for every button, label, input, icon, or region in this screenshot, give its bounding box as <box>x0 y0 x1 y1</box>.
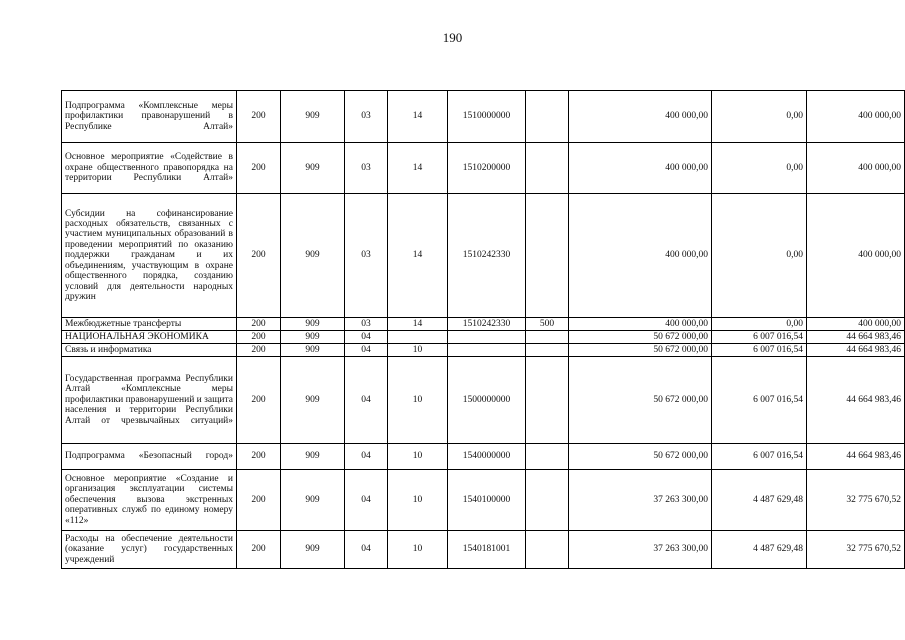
row-name: Субсидии на софинансирование расходных обязательств, связанных с участием муниципальных образований в проведении мероприятий по оказанию поддержки гражданам и их объединениям, участвующим в охране общественного порядка, созданию условий для деятельности народных дружин <box>62 194 237 318</box>
cell-code-2: 909 <box>281 470 345 531</box>
cell-code-2: 909 <box>281 344 345 357</box>
cell-code-1: 200 <box>237 531 281 569</box>
table-row <box>62 344 905 357</box>
cell-code-2: 909 <box>281 357 345 444</box>
cell-code-1: 200 <box>237 470 281 531</box>
cell-expense-type <box>526 331 569 344</box>
cell-amount-3: 44 664 983,46 <box>807 357 905 444</box>
cell-amount-1: 400 000,00 <box>569 143 712 194</box>
cell-amount-2: 6 007 016,54 <box>712 331 807 344</box>
cell-expense-type <box>526 91 569 143</box>
cell-section: 04 <box>345 531 388 569</box>
cell-target-article: 1510000000 <box>448 91 526 143</box>
cell-amount-2: 4 487 629,48 <box>712 470 807 531</box>
cell-code-2: 909 <box>281 143 345 194</box>
cell-amount-1: 400 000,00 <box>569 318 712 331</box>
row-name: Межбюджетные трансферты <box>62 318 237 331</box>
cell-amount-1: 50 672 000,00 <box>569 344 712 357</box>
cell-section: 04 <box>345 470 388 531</box>
cell-code-1: 200 <box>237 91 281 143</box>
cell-amount-1: 50 672 000,00 <box>569 444 712 470</box>
table-row <box>62 357 905 444</box>
cell-amount-3: 32 775 670,52 <box>807 470 905 531</box>
cell-amount-3: 44 664 983,46 <box>807 344 905 357</box>
cell-target-article: 1510242330 <box>448 194 526 318</box>
cell-amount-1: 400 000,00 <box>569 194 712 318</box>
row-name: НАЦИОНАЛЬНАЯ ЭКОНОМИКА <box>62 331 237 344</box>
cell-section: 04 <box>345 444 388 470</box>
table-row <box>62 331 905 344</box>
cell-target-article: 1510200000 <box>448 143 526 194</box>
cell-section: 03 <box>345 91 388 143</box>
cell-code-2: 909 <box>281 318 345 331</box>
cell-expense-type <box>526 357 569 444</box>
cell-amount-3: 44 664 983,46 <box>807 331 905 344</box>
cell-expense-type <box>526 194 569 318</box>
cell-expense-type <box>526 470 569 531</box>
cell-expense-type <box>526 444 569 470</box>
cell-section: 03 <box>345 318 388 331</box>
cell-section: 03 <box>345 143 388 194</box>
table-row <box>62 143 905 194</box>
row-name: Основное мероприятие «Создание и организация эксплуатации системы обеспечения вызова экстренных оперативных служб по единому номеру «112» <box>62 470 237 531</box>
cell-expense-type <box>526 143 569 194</box>
cell-code-2: 909 <box>281 444 345 470</box>
cell-target-article: 1540100000 <box>448 470 526 531</box>
table-row <box>62 91 905 143</box>
cell-section: 04 <box>345 357 388 444</box>
cell-code-2: 909 <box>281 531 345 569</box>
cell-subsection: 10 <box>388 470 448 531</box>
page-number: 190 <box>442 30 463 45</box>
cell-code-2: 909 <box>281 331 345 344</box>
row-name: Основное мероприятие «Содействие в охране общественного правопорядка на территории Республики Алтай» <box>62 143 237 194</box>
cell-amount-3: 44 664 983,46 <box>807 444 905 470</box>
cell-amount-2: 0,00 <box>712 91 807 143</box>
row-name: Связь и информатика <box>62 344 237 357</box>
cell-amount-3: 32 775 670,52 <box>807 531 905 569</box>
cell-amount-2: 4 487 629,48 <box>712 531 807 569</box>
cell-amount-3: 400 000,00 <box>807 143 905 194</box>
cell-amount-2: 0,00 <box>712 143 807 194</box>
budget-table <box>61 90 905 569</box>
cell-section: 04 <box>345 344 388 357</box>
cell-amount-2: 6 007 016,54 <box>712 357 807 444</box>
cell-expense-type: 500 <box>526 318 569 331</box>
cell-expense-type <box>526 531 569 569</box>
cell-target-article: 1500000000 <box>448 357 526 444</box>
cell-amount-2: 0,00 <box>712 318 807 331</box>
cell-amount-1: 50 672 000,00 <box>569 331 712 344</box>
cell-subsection: 14 <box>388 143 448 194</box>
cell-amount-1: 50 672 000,00 <box>569 357 712 444</box>
cell-subsection: 10 <box>388 444 448 470</box>
cell-amount-3: 400 000,00 <box>807 194 905 318</box>
cell-section: 03 <box>345 194 388 318</box>
table-row <box>62 444 905 470</box>
cell-subsection: 14 <box>388 91 448 143</box>
cell-target-article <box>448 331 526 344</box>
cell-subsection: 14 <box>388 318 448 331</box>
table-row <box>62 318 905 331</box>
table-row <box>62 470 905 531</box>
cell-code-1: 200 <box>237 344 281 357</box>
cell-code-1: 200 <box>237 143 281 194</box>
cell-expense-type <box>526 344 569 357</box>
cell-code-2: 909 <box>281 91 345 143</box>
table-row <box>62 531 905 569</box>
cell-code-1: 200 <box>237 357 281 444</box>
cell-subsection <box>388 331 448 344</box>
cell-code-2: 909 <box>281 194 345 318</box>
cell-amount-1: 37 263 300,00 <box>569 531 712 569</box>
cell-amount-1: 400 000,00 <box>569 91 712 143</box>
cell-subsection: 14 <box>388 194 448 318</box>
cell-subsection: 10 <box>388 531 448 569</box>
cell-subsection: 10 <box>388 344 448 357</box>
cell-amount-3: 400 000,00 <box>807 318 905 331</box>
cell-code-1: 200 <box>237 444 281 470</box>
cell-target-article: 1540000000 <box>448 444 526 470</box>
cell-code-1: 200 <box>237 194 281 318</box>
cell-code-1: 200 <box>237 331 281 344</box>
cell-amount-2: 0,00 <box>712 194 807 318</box>
cell-section: 04 <box>345 331 388 344</box>
cell-amount-2: 6 007 016,54 <box>712 344 807 357</box>
cell-subsection: 10 <box>388 357 448 444</box>
cell-amount-2: 6 007 016,54 <box>712 444 807 470</box>
cell-amount-3: 400 000,00 <box>807 91 905 143</box>
cell-target-article: 1540181001 <box>448 531 526 569</box>
cell-target-article <box>448 344 526 357</box>
row-name: Расходы на обеспечение деятельности (оказание услуг) государственных учреждений <box>62 531 237 569</box>
cell-target-article: 1510242330 <box>448 318 526 331</box>
table-row <box>62 194 905 318</box>
cell-amount-1: 37 263 300,00 <box>569 470 712 531</box>
row-name: Государственная программа Республики Алтай «Комплексные меры профилактики правонарушений и защита населения и территории Республики Алтай от чрезвычайных ситуаций» <box>62 357 237 444</box>
row-name: Подпрограмма «Безопасный город» <box>62 444 237 470</box>
cell-code-1: 200 <box>237 318 281 331</box>
row-name: Подпрограмма «Комплексные меры профилактики правонарушений в Республике Алтай» <box>62 91 237 143</box>
